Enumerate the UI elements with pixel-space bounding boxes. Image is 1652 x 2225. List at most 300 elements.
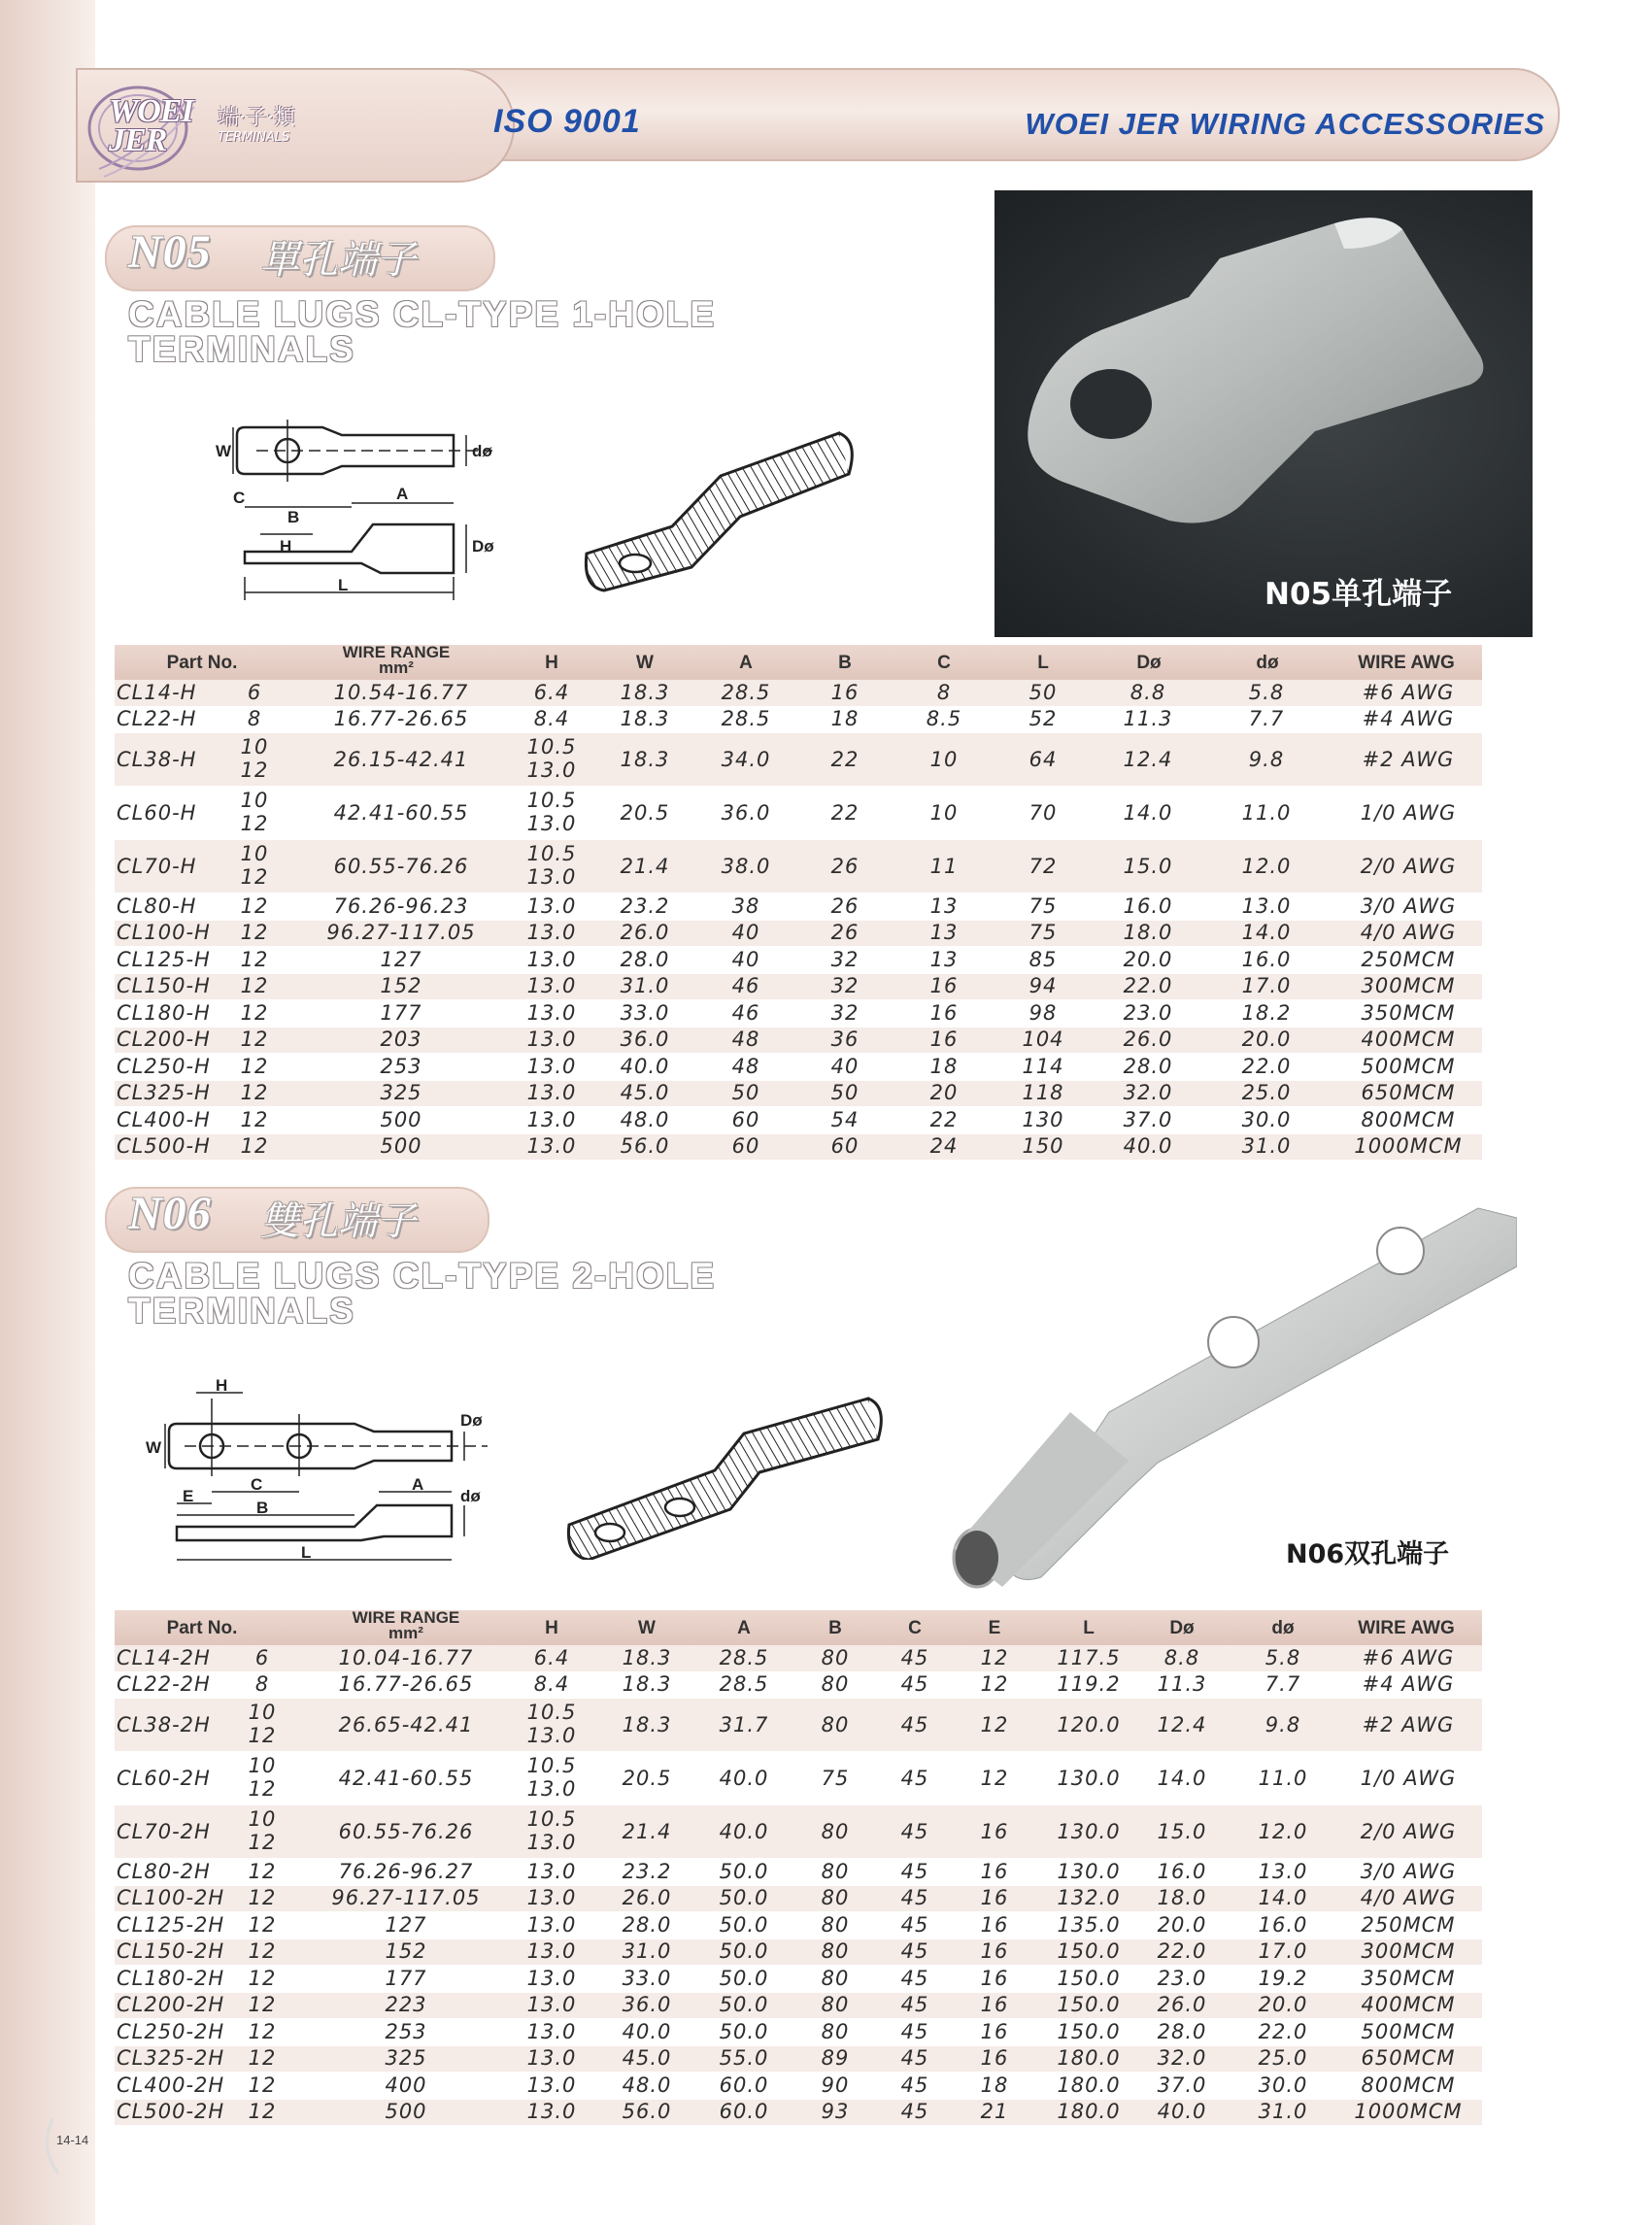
cell-W: 18.3 <box>622 1672 672 1697</box>
cell-H-line2: 13.0 <box>526 759 577 782</box>
cell-A: 36.0 <box>721 800 771 825</box>
cell-W: 18.3 <box>622 1712 672 1736</box>
cell-range: 500 <box>380 1134 422 1159</box>
cell-W: 18.3 <box>620 707 670 731</box>
cell-W: 20.5 <box>620 800 670 825</box>
table-row <box>115 1081 1482 1108</box>
cell-D: 23.0 <box>1123 1000 1173 1025</box>
cell-L: 94 <box>1028 974 1058 998</box>
cell-L: 130 <box>1022 1107 1064 1131</box>
cell-awg: #6 AWG <box>1362 680 1455 704</box>
cell-H: 13.0 <box>526 974 577 998</box>
cell-W: 48.0 <box>622 2073 672 2097</box>
cell-range: 500 <box>385 2100 427 2124</box>
cell-A: 60.0 <box>719 2073 769 2097</box>
cell-H <box>513 842 590 889</box>
cell-size: 12 <box>248 1859 277 1883</box>
cell-size: 12 <box>248 2019 277 2043</box>
cell-part: CL38-H <box>117 747 197 771</box>
cell-size <box>243 1807 282 1854</box>
cell-W: 36.0 <box>622 1993 672 2017</box>
table-row <box>115 1939 1482 1967</box>
dim-label-L: L <box>338 576 349 594</box>
table-row <box>115 1752 1482 1805</box>
cell-part: CL500-H <box>117 1134 211 1159</box>
cell-D: 20.0 <box>1157 1912 1207 1937</box>
cell-H: 13.0 <box>526 2046 577 2071</box>
cell-L: 72 <box>1028 854 1058 878</box>
cell-H: 13.0 <box>526 893 577 918</box>
cell-D: 12.4 <box>1157 1712 1207 1736</box>
cell-d: 18.2 <box>1241 1000 1292 1025</box>
cell-A: 50.0 <box>719 1912 769 1937</box>
section2-photo-caption: N06双孔端子 <box>1286 1539 1450 1569</box>
cell-B: 80 <box>821 1993 850 2017</box>
cell-range: 26.15-42.41 <box>333 747 469 771</box>
col2-wire-range <box>328 1610 484 1641</box>
cell-L: 98 <box>1028 1000 1058 1025</box>
cell-H <box>513 735 590 782</box>
cell-size: 12 <box>248 1886 277 1910</box>
cell-size <box>235 789 274 835</box>
cell-W: 40.0 <box>620 1054 670 1078</box>
table-row <box>115 1107 1482 1134</box>
cell-range: 96.27-117.05 <box>326 921 476 945</box>
cell-D: 37.0 <box>1157 2073 1207 2097</box>
cell-H: 13.0 <box>526 1859 577 1883</box>
cell-L: 150.0 <box>1057 2019 1121 2043</box>
cell-C: 8 <box>936 680 952 704</box>
cell-A: 34.0 <box>721 747 771 771</box>
page-number: 14-14 <box>56 2133 89 2147</box>
cell-B: 80 <box>821 2019 850 2043</box>
cell-size: 12 <box>240 1134 269 1159</box>
cell-C: 45 <box>900 2046 929 2071</box>
col-A: A <box>739 653 753 673</box>
table-row <box>115 1134 1482 1162</box>
cell-d: 14.0 <box>1258 1886 1308 1910</box>
cell-part: CL100-2H <box>117 1886 225 1910</box>
table-row <box>115 921 1482 948</box>
cell-H: 13.0 <box>526 1939 577 1964</box>
col-C: C <box>937 653 951 673</box>
cell-H: 13.0 <box>526 1886 577 1910</box>
table-row <box>115 1000 1482 1028</box>
cell-d: 31.0 <box>1241 1134 1292 1159</box>
cell-B: 32 <box>830 974 860 998</box>
cell-C: 45 <box>900 1886 929 1910</box>
cell-L: 118 <box>1022 1081 1064 1105</box>
cell-L: 135.0 <box>1057 1912 1121 1937</box>
cell-H-line1: 10.5 <box>526 1701 577 1724</box>
table-row <box>115 893 1482 921</box>
col2-wire-range-line1: WIRE RANGE <box>352 1608 460 1627</box>
cell-awg: 400MCM <box>1361 1993 1456 2017</box>
dim2-label-C: C <box>251 1475 263 1494</box>
dim2-label-d: dø <box>460 1487 481 1505</box>
cell-W: 26.0 <box>620 921 670 945</box>
table1-header <box>115 645 1482 680</box>
cell-d: 17.0 <box>1258 1939 1308 1964</box>
cell-size: 12 <box>248 1993 277 2017</box>
cell-D: 28.0 <box>1123 1054 1173 1078</box>
cell-C: 45 <box>900 1859 929 1883</box>
cell-D: 26.0 <box>1123 1028 1173 1052</box>
cell-awg: 1000MCM <box>1354 2100 1463 2124</box>
iso-label: ISO 9001 <box>493 103 641 140</box>
cell-D: 12.4 <box>1123 747 1173 771</box>
cell-d: 5.8 <box>1264 1645 1301 1669</box>
cell-size-line2: 12 <box>240 812 269 835</box>
section2-code: N06 <box>128 1188 212 1239</box>
cell-awg: 3/0 AWG <box>1360 893 1457 918</box>
cell-range: 177 <box>380 1000 422 1025</box>
cell-A: 40.0 <box>719 1766 769 1790</box>
cell-B: 36 <box>830 1028 860 1052</box>
cell-E: 16 <box>980 1886 1009 1910</box>
cell-W: 33.0 <box>622 1966 672 1990</box>
col2-C: C <box>908 1618 922 1638</box>
cell-part: CL22-2H <box>117 1672 211 1697</box>
cell-range: 253 <box>385 2019 427 2043</box>
cell-A: 40 <box>731 947 760 971</box>
cell-W: 33.0 <box>620 1000 670 1025</box>
cell-A: 31.7 <box>719 1712 769 1736</box>
cell-L: 180.0 <box>1057 2073 1121 2097</box>
cell-size <box>235 735 274 782</box>
cell-d: 7.7 <box>1248 707 1285 731</box>
cell-A: 50.0 <box>719 1939 769 1964</box>
cell-d: 20.0 <box>1241 1028 1292 1052</box>
cell-part: CL14-2H <box>117 1645 211 1669</box>
col2-B: B <box>828 1618 842 1638</box>
cell-A: 40.0 <box>719 1819 769 1843</box>
cell-B: 22 <box>830 747 860 771</box>
cell-C: 11 <box>929 854 959 878</box>
cell-size: 12 <box>248 1939 277 1964</box>
cell-size: 12 <box>248 2100 277 2124</box>
col2-part: Part No. <box>166 1618 238 1638</box>
cell-size: 8 <box>254 1672 270 1697</box>
cell-E: 16 <box>980 1993 1009 2017</box>
cell-awg: 4/0 AWG <box>1360 921 1457 945</box>
cell-awg: 300MCM <box>1361 974 1456 998</box>
cell-awg: 500MCM <box>1361 1054 1456 1078</box>
table-row <box>115 1912 1482 1939</box>
cell-part: CL150-2H <box>117 1939 225 1964</box>
cell-W: 18.3 <box>620 747 670 771</box>
cell-d: 9.8 <box>1264 1712 1301 1736</box>
cell-B: 80 <box>821 1859 850 1883</box>
cell-W: 28.0 <box>622 1912 672 1937</box>
logo-wordmark: WOEI JER <box>109 93 193 158</box>
cell-H: 13.0 <box>526 1993 577 2017</box>
cell-B: 50 <box>830 1081 860 1105</box>
cell-H: 13.0 <box>526 1081 577 1105</box>
dim2-label-A: A <box>412 1475 424 1494</box>
cell-awg: 1/0 AWG <box>1360 800 1457 825</box>
cell-C: 24 <box>929 1134 959 1159</box>
dim2-label-W: W <box>146 1438 162 1457</box>
cell-range: 42.41-60.55 <box>333 800 469 825</box>
cell-awg: 4/0 AWG <box>1360 1886 1457 1910</box>
cell-d: 20.0 <box>1258 1993 1308 2017</box>
cell-B: 80 <box>821 1886 850 1910</box>
cell-range: 60.55-76.26 <box>333 854 469 878</box>
cell-A: 60 <box>731 1107 760 1131</box>
cell-B: 80 <box>821 1712 850 1736</box>
cell-W: 23.2 <box>622 1859 672 1883</box>
cell-H: 13.0 <box>526 1966 577 1990</box>
cell-A: 40 <box>731 921 760 945</box>
cell-C: 10 <box>929 800 959 825</box>
cell-awg: 1000MCM <box>1354 1134 1463 1159</box>
cell-B: 80 <box>821 1645 850 1669</box>
cell-E: 18 <box>980 2073 1009 2097</box>
cell-range: 253 <box>380 1054 422 1078</box>
cell-range: 60.55-76.26 <box>338 1819 474 1843</box>
cell-A: 50.0 <box>719 1993 769 2017</box>
cell-size-line1: 10 <box>248 1754 277 1777</box>
cell-range: 177 <box>385 1966 427 1990</box>
col-wire-range-unit: mm² <box>379 658 414 677</box>
cell-C: 16 <box>929 974 959 998</box>
col-wire-range <box>319 645 474 676</box>
cell-L: 52 <box>1028 707 1058 731</box>
cell-awg: #2 AWG <box>1362 1712 1455 1736</box>
cell-C: 45 <box>900 1819 929 1843</box>
cell-d: 19.2 <box>1258 1966 1308 1990</box>
cell-part: CL80-2H <box>117 1859 211 1883</box>
cell-L: 150 <box>1022 1134 1064 1159</box>
cell-range: 127 <box>385 1912 427 1937</box>
cell-E: 16 <box>980 2046 1009 2071</box>
col2-L: L <box>1083 1618 1095 1638</box>
dim-label-W: W <box>216 442 232 460</box>
cell-A: 55.0 <box>719 2046 769 2071</box>
col2-D: Dø <box>1169 1618 1195 1638</box>
cell-size-line1: 10 <box>240 842 269 865</box>
cell-B: 60 <box>830 1134 860 1159</box>
cell-D: 8.8 <box>1163 1645 1200 1669</box>
cell-D: 16.0 <box>1123 893 1173 918</box>
cell-C: 13 <box>929 893 959 918</box>
col-W: W <box>636 653 654 673</box>
cell-part: CL250-2H <box>117 2019 225 2043</box>
cell-B: 80 <box>821 1672 850 1697</box>
cell-d: 12.0 <box>1258 1819 1308 1843</box>
cell-A: 50.0 <box>719 1966 769 1990</box>
cell-B: 80 <box>821 1966 850 1990</box>
cell-d: 31.0 <box>1258 2100 1308 2124</box>
cell-B: 26 <box>830 921 860 945</box>
cell-C: 45 <box>900 2073 929 2097</box>
cell-A: 46 <box>731 1000 760 1025</box>
cell-size-line1: 10 <box>240 789 269 812</box>
cell-B: 93 <box>821 2100 850 2124</box>
cell-awg: 250MCM <box>1361 947 1456 971</box>
col2-d: dø <box>1271 1618 1295 1638</box>
cell-C: 13 <box>929 921 959 945</box>
cell-range: 152 <box>380 974 422 998</box>
section1-photo-caption: N05单孔端子 <box>1264 577 1453 612</box>
table-row <box>115 947 1482 974</box>
table-row <box>115 1859 1482 1886</box>
table-row <box>115 733 1482 787</box>
section1-subtitle-line1: CABLE LUGS CL-TYPE 1-HOLE <box>128 294 717 334</box>
cell-L: 119.2 <box>1057 1672 1121 1697</box>
cell-D: 20.0 <box>1123 947 1173 971</box>
cell-part: CL80-H <box>117 893 197 918</box>
cell-B: 32 <box>830 1000 860 1025</box>
cell-awg: #2 AWG <box>1362 747 1455 771</box>
cell-H <box>513 1701 590 1747</box>
cell-W: 45.0 <box>620 1081 670 1105</box>
cell-part: CL250-H <box>117 1054 211 1078</box>
cell-W: 56.0 <box>622 2100 672 2124</box>
cell-A: 28.5 <box>721 680 771 704</box>
cell-D: 14.0 <box>1157 1766 1207 1790</box>
dim-label-d: dø <box>472 442 492 460</box>
table-row <box>115 1966 1482 1993</box>
cell-D: 26.0 <box>1157 1993 1207 2017</box>
col2-W: W <box>638 1618 656 1638</box>
cell-E: 16 <box>980 1939 1009 1964</box>
cell-H: 8.4 <box>533 1672 570 1697</box>
cell-range: 500 <box>380 1107 422 1131</box>
cell-C: 18 <box>929 1054 959 1078</box>
cell-H-line1: 10.5 <box>526 842 577 865</box>
cell-d: 22.0 <box>1241 1054 1292 1078</box>
cell-A: 38 <box>731 893 760 918</box>
cell-part: CL125-H <box>117 947 211 971</box>
cell-size <box>243 1754 282 1801</box>
section1-code: N05 <box>128 226 212 278</box>
section1-lug-sketch <box>575 427 866 592</box>
cell-H-line1: 10.5 <box>526 735 577 759</box>
cell-range: 127 <box>380 947 422 971</box>
cell-W: 26.0 <box>622 1886 672 1910</box>
cell-W: 18.3 <box>622 1645 672 1669</box>
cell-H: 13.0 <box>526 2073 577 2097</box>
cell-L: 130.0 <box>1057 1859 1121 1883</box>
cell-C: 20 <box>929 1081 959 1105</box>
cell-E: 21 <box>980 2100 1009 2124</box>
cell-d: 17.0 <box>1241 974 1292 998</box>
cell-awg: 350MCM <box>1361 1000 1456 1025</box>
cell-H-line2: 13.0 <box>526 812 577 835</box>
cell-A: 28.5 <box>719 1645 769 1669</box>
col-L: L <box>1037 653 1049 673</box>
cell-size <box>235 842 274 889</box>
cell-B: 89 <box>821 2046 850 2071</box>
cell-A: 50.0 <box>719 1859 769 1883</box>
cell-D: 32.0 <box>1123 1081 1173 1105</box>
cell-A: 38.0 <box>721 854 771 878</box>
cell-W: 23.2 <box>620 893 670 918</box>
left-decor-strip <box>0 0 95 2225</box>
cell-L: 150.0 <box>1057 1993 1121 2017</box>
cell-A: 48 <box>731 1054 760 1078</box>
table-row <box>115 1993 1482 2020</box>
cell-D: 11.3 <box>1123 707 1173 731</box>
cell-H: 13.0 <box>526 947 577 971</box>
cell-size: 12 <box>240 974 269 998</box>
cell-L: 70 <box>1028 800 1058 825</box>
cell-B: 90 <box>821 2073 850 2097</box>
cell-size-line2: 12 <box>240 759 269 782</box>
cell-H: 13.0 <box>526 1134 577 1159</box>
table-row <box>115 2019 1482 2046</box>
cell-D: 32.0 <box>1157 2046 1207 2071</box>
cell-size: 12 <box>240 1054 269 1078</box>
dim-label-H: H <box>280 537 292 556</box>
cell-L: 130.0 <box>1057 1819 1121 1843</box>
cell-A: 28.5 <box>719 1672 769 1697</box>
cell-C: 16 <box>929 1028 959 1052</box>
cell-B: 40 <box>830 1054 860 1078</box>
cell-part: CL100-H <box>117 921 211 945</box>
cell-L: 64 <box>1028 747 1058 771</box>
cell-d: 9.8 <box>1248 747 1285 771</box>
cell-part: CL180-2H <box>117 1966 225 1990</box>
cell-awg: 650MCM <box>1361 2046 1456 2071</box>
cell-part: CL125-2H <box>117 1912 225 1937</box>
cell-size-line2: 12 <box>248 1777 277 1801</box>
cell-E: 12 <box>980 1766 1009 1790</box>
cell-W: 48.0 <box>620 1107 670 1131</box>
col-d: dø <box>1256 653 1279 673</box>
cell-W: 18.3 <box>620 680 670 704</box>
cell-awg: 2/0 AWG <box>1360 1819 1457 1843</box>
dim2-label-B: B <box>256 1499 269 1517</box>
cell-part: CL200-2H <box>117 1993 225 2017</box>
cell-E: 16 <box>980 1966 1009 1990</box>
cell-H: 6.4 <box>533 1645 570 1669</box>
cell-H: 13.0 <box>526 921 577 945</box>
cell-E: 12 <box>980 1645 1009 1669</box>
cell-D: 40.0 <box>1157 2100 1207 2124</box>
cell-L: 75 <box>1028 921 1058 945</box>
cell-size-line2: 12 <box>248 1831 277 1854</box>
cell-awg: 350MCM <box>1361 1966 1456 1990</box>
cell-part: CL325-H <box>117 1081 211 1105</box>
brand-title: WOEI JER WIRING ACCESSORIES <box>1025 107 1545 141</box>
table2-header <box>115 1610 1482 1645</box>
cell-C: 22 <box>929 1107 959 1131</box>
col-wire-range-line1: WIRE RANGE <box>342 643 451 661</box>
cell-B: 75 <box>821 1766 850 1790</box>
cell-range: 76.26-96.27 <box>338 1859 474 1883</box>
cell-awg: 400MCM <box>1361 1028 1456 1052</box>
cell-L: 85 <box>1028 947 1058 971</box>
col-awg: WIRE AWG <box>1358 653 1455 673</box>
col2-H: H <box>545 1618 558 1638</box>
cell-size: 12 <box>248 2073 277 2097</box>
cell-range: 325 <box>385 2046 427 2071</box>
cell-range: 152 <box>385 1939 427 1964</box>
cell-L: 117.5 <box>1057 1645 1121 1669</box>
cell-part: CL180-H <box>117 1000 211 1025</box>
cell-W: 40.0 <box>622 2019 672 2043</box>
cell-H <box>513 1807 590 1854</box>
cell-B: 80 <box>821 1912 850 1937</box>
cell-H: 13.0 <box>526 1107 577 1131</box>
cell-H-line2: 13.0 <box>526 1831 577 1854</box>
cell-d: 16.0 <box>1258 1912 1308 1937</box>
cell-D: 22.0 <box>1123 974 1173 998</box>
cell-A: 60 <box>731 1134 760 1159</box>
